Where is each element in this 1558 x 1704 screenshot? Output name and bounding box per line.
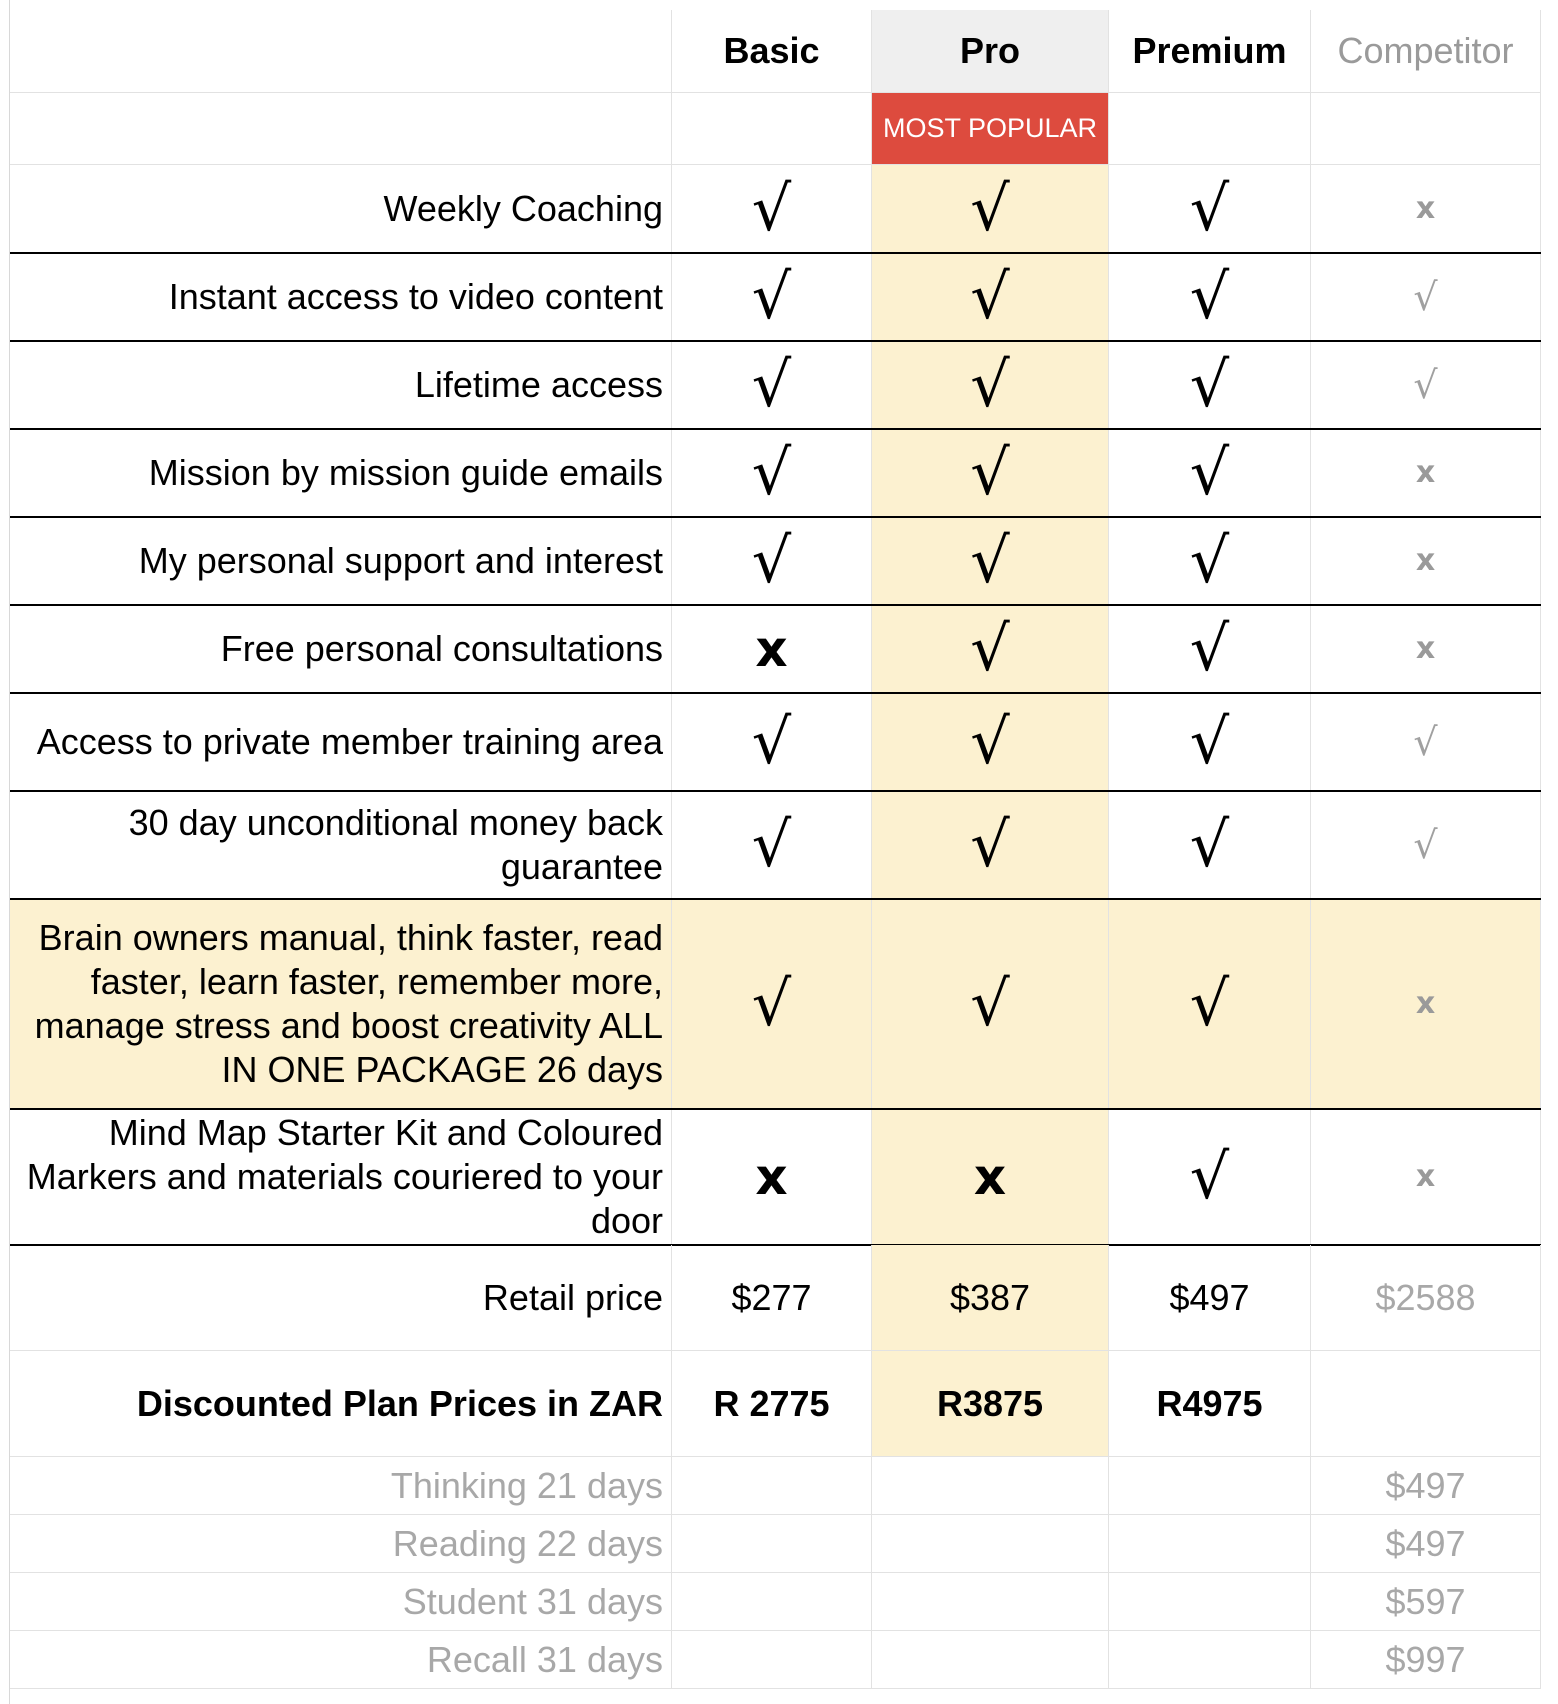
row-divider — [10, 898, 1541, 900]
feature-label-text: Access to private member training area — [36, 720, 663, 762]
check-icon[interactable] — [872, 693, 1109, 791]
check-icon[interactable] — [672, 693, 872, 791]
check-icon[interactable] — [1109, 1109, 1311, 1245]
competitor-item-price-text: $597 — [1385, 1580, 1466, 1622]
check-icon-text: √ — [1189, 347, 1230, 421]
check-icon-text: √ — [751, 347, 792, 421]
feature-label-text: Mission by mission guide emails — [148, 451, 663, 493]
competitor-item-pro-empty[interactable] — [872, 1457, 1109, 1515]
competitor-cross-icon-text: x — [1415, 455, 1436, 490]
check-icon-text: √ — [1189, 704, 1230, 778]
row-divider — [10, 252, 1541, 254]
check-icon-text: √ — [1189, 611, 1230, 685]
cross-icon[interactable] — [672, 605, 872, 693]
feature-label[interactable] — [10, 791, 672, 899]
check-icon[interactable] — [672, 341, 872, 429]
competitor-item-label-text: Thinking 21 days — [390, 1464, 663, 1506]
row-divider — [10, 1108, 1541, 1110]
check-icon[interactable] — [672, 899, 872, 1109]
check-icon[interactable] — [872, 517, 1109, 605]
feature-label-text: Weekly Coaching — [383, 187, 663, 229]
competitor-item-price-text: $497 — [1385, 1522, 1466, 1564]
check-icon-text: √ — [1189, 523, 1230, 597]
check-icon[interactable] — [872, 899, 1109, 1109]
feature-label[interactable] — [10, 341, 672, 429]
competitor-item-price[interactable] — [1311, 1631, 1541, 1689]
competitor-item-price[interactable] — [1311, 1515, 1541, 1573]
retail-price-competitor-text: $2588 — [1375, 1276, 1476, 1318]
row-divider — [10, 692, 1541, 694]
check-icon[interactable] — [1109, 429, 1311, 517]
check-icon-text: √ — [751, 966, 792, 1040]
check-icon-text: √ — [970, 523, 1010, 597]
check-icon[interactable] — [1109, 791, 1311, 899]
row-divider — [10, 428, 1541, 430]
competitor-cross-icon-text: x — [1415, 543, 1436, 578]
retail-price-premium[interactable] — [1109, 1245, 1311, 1351]
competitor-check-icon-text: √ — [1413, 719, 1438, 764]
check-icon-text: √ — [1189, 259, 1230, 333]
competitor-item-price[interactable] — [1311, 1573, 1541, 1631]
discount-pro[interactable] — [872, 1351, 1109, 1457]
check-icon-text: √ — [751, 807, 792, 881]
check-icon-text: √ — [970, 259, 1010, 333]
feature-label[interactable] — [10, 429, 672, 517]
discount-pro-text: R3875 — [936, 1382, 1044, 1424]
check-icon[interactable] — [1109, 517, 1311, 605]
competitor-item-label-text: Student 31 days — [402, 1580, 663, 1622]
check-icon[interactable] — [1109, 605, 1311, 693]
retail-price-label-text: Retail price — [482, 1276, 663, 1318]
header-basic[interactable] — [672, 10, 872, 93]
cross-icon[interactable] — [672, 1109, 872, 1245]
badge-row-empty-cell[interactable] — [10, 93, 672, 165]
check-icon[interactable] — [872, 605, 1109, 693]
competitor-check-icon[interactable] — [1311, 341, 1541, 429]
competitor-item-label[interactable] — [10, 1573, 672, 1631]
competitor-check-icon[interactable] — [1311, 693, 1541, 791]
competitor-check-icon-text: √ — [1413, 362, 1438, 407]
check-icon-text: √ — [970, 704, 1010, 778]
check-icon[interactable] — [672, 791, 872, 899]
feature-label[interactable] — [10, 899, 672, 1109]
competitor-check-icon[interactable] — [1311, 253, 1541, 341]
header-basic-text: Basic — [723, 30, 820, 71]
check-icon-text: √ — [1189, 171, 1230, 245]
discount-label[interactable] — [10, 1351, 672, 1457]
header-empty-cell[interactable] — [10, 10, 672, 93]
competitor-item-price[interactable] — [1311, 1457, 1541, 1515]
competitor-cross-icon-text: x — [1415, 191, 1436, 226]
cross-icon-text: x — [755, 619, 788, 678]
feature-label[interactable] — [10, 605, 672, 693]
feature-label-text: Lifetime access — [414, 363, 663, 405]
header-pro[interactable] — [872, 10, 1109, 93]
check-icon-text: √ — [1189, 1139, 1230, 1213]
check-icon-text: √ — [751, 259, 792, 333]
competitor-item-label[interactable] — [10, 1457, 672, 1515]
discount-label-text: Discounted Plan Prices in ZAR — [136, 1382, 663, 1424]
check-icon-text: √ — [970, 807, 1010, 881]
check-icon-text: √ — [1189, 807, 1230, 881]
competitor-item-basic-empty[interactable] — [672, 1573, 872, 1631]
discount-basic[interactable] — [672, 1351, 872, 1457]
retail-price-competitor[interactable] — [1311, 1245, 1541, 1351]
check-icon[interactable] — [672, 429, 872, 517]
competitor-cross-icon-text: x — [1415, 631, 1436, 666]
competitor-item-premium-empty[interactable] — [1109, 1573, 1311, 1631]
check-icon[interactable] — [1109, 165, 1311, 253]
competitor-item-premium-empty[interactable] — [1109, 1457, 1311, 1515]
competitor-cross-icon-text: x — [1415, 1159, 1436, 1194]
competitor-item-basic-empty[interactable] — [672, 1515, 872, 1573]
feature-label[interactable] — [10, 253, 672, 341]
competitor-item-premium-empty[interactable] — [1109, 1515, 1311, 1573]
most-popular-badge[interactable] — [872, 93, 1109, 165]
feature-label-text: 30 day unconditional money back guarantee — [128, 801, 663, 887]
feature-label[interactable] — [10, 165, 672, 253]
cross-icon-text: x — [973, 1147, 1007, 1206]
row-divider — [10, 340, 1541, 342]
check-icon-text: √ — [751, 523, 792, 597]
competitor-cross-icon[interactable] — [1311, 899, 1541, 1109]
competitor-item-basic-empty[interactable] — [672, 1631, 872, 1689]
feature-label[interactable] — [10, 693, 672, 791]
discount-premium-text: R4975 — [1156, 1382, 1263, 1424]
competitor-item-basic-empty[interactable] — [672, 1457, 872, 1515]
competitor-item-price-text: $997 — [1385, 1638, 1466, 1680]
header-pro-text: Pro — [959, 30, 1020, 71]
check-icon[interactable] — [1109, 899, 1311, 1109]
competitor-check-icon[interactable] — [1311, 791, 1541, 899]
competitor-cross-icon[interactable] — [1311, 165, 1541, 253]
most-popular-badge-text: MOST POPULAR — [882, 113, 1098, 143]
retail-price-basic-text: $277 — [731, 1276, 812, 1318]
check-icon[interactable] — [1109, 341, 1311, 429]
feature-label[interactable] — [10, 517, 672, 605]
discount-premium[interactable] — [1109, 1351, 1311, 1457]
row-header-strip — [0, 0, 10, 1704]
competitor-cross-icon-text: x — [1415, 986, 1436, 1021]
discount-competitor-empty[interactable] — [1311, 1351, 1541, 1457]
check-icon-text: √ — [970, 435, 1010, 509]
check-icon-text: √ — [1189, 435, 1230, 509]
check-icon[interactable] — [672, 517, 872, 605]
check-icon-text: √ — [970, 171, 1010, 245]
header-premium[interactable] — [1109, 10, 1311, 93]
row-divider — [10, 516, 1541, 518]
cross-icon-text: x — [755, 1147, 788, 1206]
check-icon-text: √ — [1189, 966, 1230, 1040]
competitor-cross-icon[interactable] — [1311, 1109, 1541, 1245]
header-premium-text: Premium — [1132, 30, 1287, 71]
check-icon[interactable] — [1109, 253, 1311, 341]
feature-label-text: Free personal consultations — [220, 627, 663, 669]
check-icon[interactable] — [872, 165, 1109, 253]
competitor-item-label[interactable] — [10, 1515, 672, 1573]
competitor-check-icon-text: √ — [1413, 274, 1438, 319]
check-icon-text: √ — [970, 966, 1010, 1040]
competitor-item-pro-empty[interactable] — [872, 1515, 1109, 1573]
competitor-item-label[interactable] — [10, 1631, 672, 1689]
check-icon-text: √ — [970, 347, 1010, 421]
header-competitor-text: Competitor — [1337, 30, 1514, 71]
header-competitor[interactable] — [1311, 10, 1541, 93]
check-icon[interactable] — [872, 253, 1109, 341]
check-icon[interactable] — [672, 165, 872, 253]
badge-row-basic-cell[interactable] — [672, 93, 872, 165]
competitor-item-pro-empty[interactable] — [872, 1631, 1109, 1689]
competitor-cross-icon[interactable] — [1311, 517, 1541, 605]
competitor-item-label-text: Recall 31 days — [426, 1638, 663, 1680]
competitor-check-icon-text: √ — [1413, 822, 1438, 867]
feature-label-text: Instant access to video content — [168, 275, 663, 317]
check-icon[interactable] — [672, 253, 872, 341]
competitor-item-pro-empty[interactable] — [872, 1573, 1109, 1631]
check-icon[interactable] — [872, 429, 1109, 517]
row-divider — [10, 790, 1541, 792]
retail-price-basic[interactable] — [672, 1245, 872, 1351]
check-icon-text: √ — [751, 704, 792, 778]
badge-row-competitor-cell[interactable] — [1311, 93, 1541, 165]
retail-price-label[interactable] — [10, 1245, 672, 1351]
feature-label-text: Brain owners manual, think faster, read faster, learn faster, remember more, manage stress and boost creativity ALL IN ONE PACKAGE 26 days — [34, 916, 663, 1090]
retail-price-pro[interactable] — [872, 1245, 1109, 1351]
badge-row-premium-cell[interactable] — [1109, 93, 1311, 165]
discount-basic-text: R 2775 — [713, 1382, 830, 1424]
cross-icon[interactable] — [872, 1109, 1109, 1245]
feature-label-text: My personal support and interest — [138, 539, 663, 581]
competitor-cross-icon[interactable] — [1311, 429, 1541, 517]
check-icon[interactable] — [872, 341, 1109, 429]
competitor-item-label-text: Reading 22 days — [392, 1522, 663, 1564]
feature-label-text: Mind Map Starter Kit and Coloured Markers and materials couriered to your door — [26, 1111, 663, 1241]
competitor-cross-icon[interactable] — [1311, 605, 1541, 693]
feature-label[interactable] — [10, 1109, 672, 1245]
check-icon-text: √ — [751, 435, 792, 509]
check-icon-text: √ — [751, 171, 792, 245]
retail-price-pro-text: $387 — [949, 1276, 1031, 1318]
check-icon-text: √ — [970, 611, 1010, 685]
retail-price-premium-text: $497 — [1169, 1276, 1250, 1318]
check-icon[interactable] — [1109, 693, 1311, 791]
check-icon[interactable] — [872, 791, 1109, 899]
row-divider — [10, 604, 1541, 606]
competitor-item-price-text: $497 — [1385, 1464, 1466, 1506]
competitor-item-premium-empty[interactable] — [1109, 1631, 1311, 1689]
